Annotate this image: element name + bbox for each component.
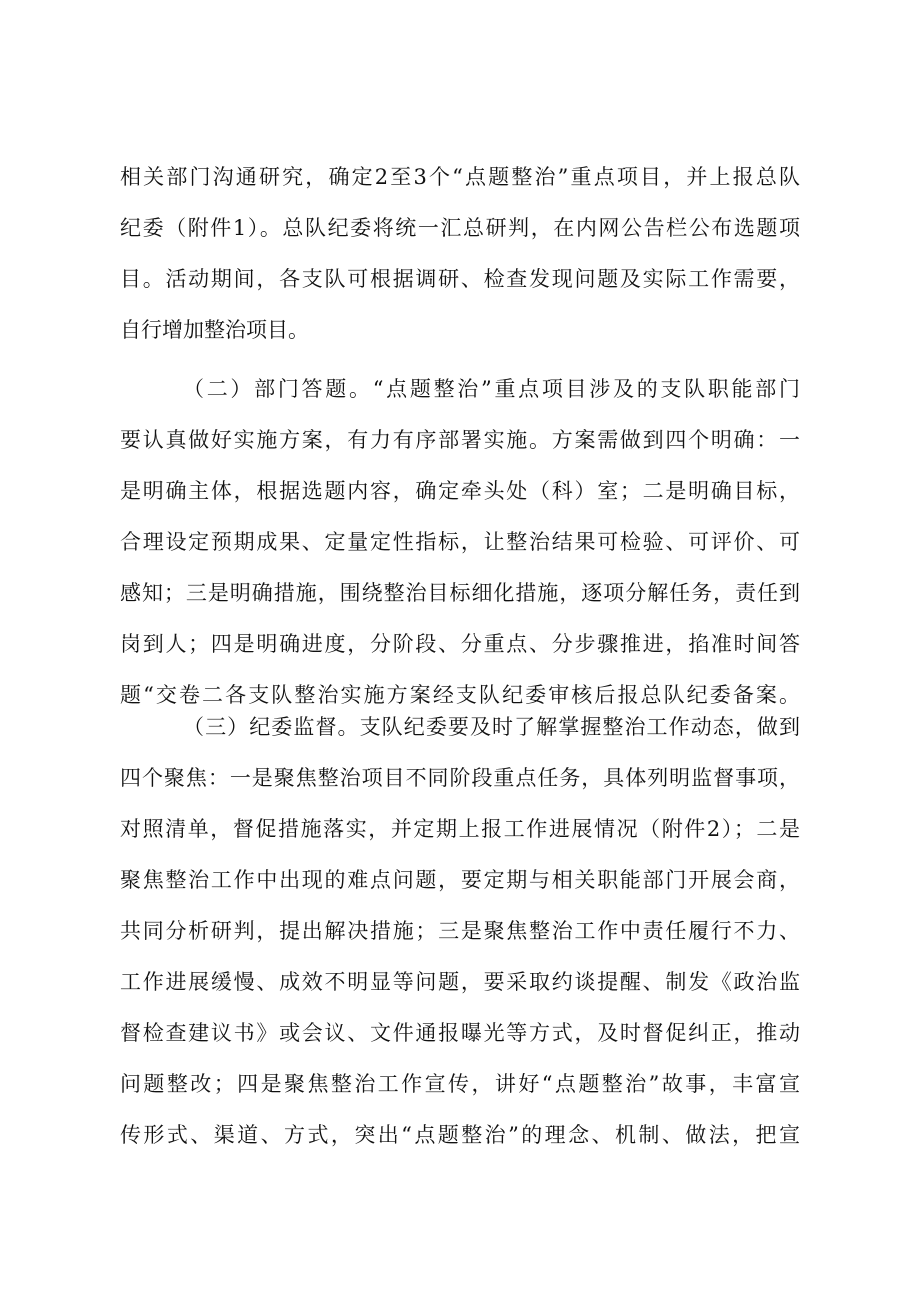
paragraph-line: （三）纪委监督。支队纪委要及时了解掌握整治工作动态，做到 (183, 715, 800, 739)
paragraph-line: 题“交卷二各支队整治实施方案经支队纪委审核后报总队纪委备案。 (120, 683, 800, 707)
paragraph-line: 感知；三是明确措施，围绕整治目标细化措施，逐项分解任务，责任到 (120, 581, 800, 605)
paragraph-line: 四个聚焦：一是聚焦整治项目不同阶段重点任务，具体列明监督事项， (120, 766, 800, 790)
paragraph-line: 传形式、渠道、方式，突出“点题整治”的理念、机制、做法，把宣 (120, 1123, 800, 1147)
paragraph-line: 对照清单，督促措施落实，并定期上报工作进展情况（附件2）；二是 (120, 817, 800, 841)
paragraph-line: 聚焦整治工作中出现的难点问题，要定期与相关职能部门开展会商， (120, 868, 800, 892)
paragraph-line: 督检查建议书》或会议、文件通报曝光等方式，及时督促纠正，推动 (120, 1021, 800, 1045)
paragraph-line: （二）部门答题。“点题整治”重点项目涉及的支队职能部门 (183, 377, 800, 401)
paragraph-line: 合理设定预期成果、定量定性指标，让整治结果可检验、可评价、可 (120, 530, 800, 554)
paragraph-line: 相关部门沟通研究，确定2至3个“点题整治”重点项目，并上报总队 (120, 165, 800, 189)
paragraph-line: 是明确主体，根据选题内容，确定牵头处（科）室；二是明确目标， (120, 479, 800, 503)
paragraph-line: 要认真做好实施方案，有力有序部署实施。方案需做到四个明确：一 (120, 428, 800, 452)
paragraph-2-department-answer (120, 364, 800, 721)
paragraph-line: 自行增加整治项目。 (120, 318, 309, 342)
paragraph-3-discipline-supervision (120, 702, 800, 1161)
paragraph-line: 工作进展缓慢、成效不明显等问题，要采取约谈提醒、制发《政治监 (120, 970, 800, 994)
paragraph-line: 共同分析研判，提出解决措施；三是聚焦整治工作中责任履行不力、 (120, 919, 800, 943)
paragraph-line: 纪委（附件1）。总队纪委将统一汇总研判，在内网公告栏公布选题项 (120, 216, 800, 240)
paragraph-line: 问题整改；四是聚焦整治工作宣传，讲好“点题整治”故事，丰富宣 (120, 1072, 800, 1096)
paragraph-1 (120, 152, 800, 356)
paragraph-line: 岗到人；四是明确进度，分阶段、分重点、分步骤推进，掐准时间答 (120, 632, 800, 656)
paragraph-line: 目。活动期间，各支队可根据调研、检查发现问题及实际工作需要， (120, 267, 800, 291)
